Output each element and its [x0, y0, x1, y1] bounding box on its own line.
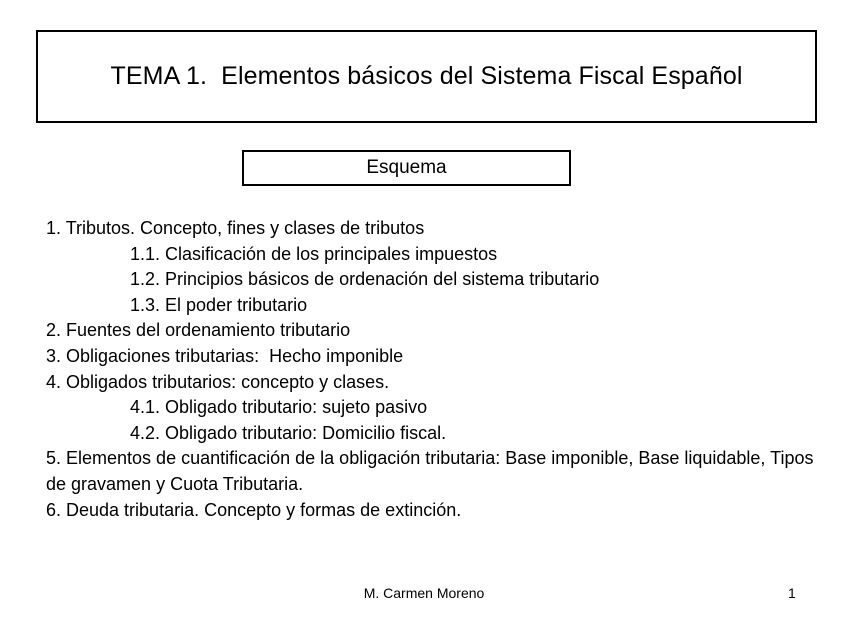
outline-item-4: 4. Obligados tributarios: concepto y clases.	[46, 371, 390, 392]
outline-item-4-2: 4.2. Obligado tributario: Domicilio fiscal.	[130, 422, 447, 443]
outline-item-6: 6. Deuda tributaria. Concepto y formas de extinción.	[46, 499, 462, 520]
outline-item-1-2: 1.2. Principios básicos de ordenación del sistema tributario	[130, 269, 600, 290]
page-number: 1	[788, 585, 796, 601]
outline-item-1-1: 1.1. Clasificación de los principales impuestos	[130, 243, 498, 264]
title-box	[36, 30, 817, 123]
outline-item-1: 1. Tributos. Concepto, fines y clases de tributos	[46, 218, 425, 238]
outline-item-3: 3. Obligaciones tributarias: Hecho imponible	[46, 345, 404, 366]
footer-author: M. Carmen Moreno	[363, 585, 485, 601]
slide-subtitle: Esquema	[366, 157, 447, 178]
outline-item-4-1: 4.1. Obligado tributario: sujeto pasivo	[130, 397, 428, 418]
slide-title: TEMA 1. Elementos básicos del Sistema Fiscal Español	[110, 62, 743, 90]
subtitle-box	[242, 150, 571, 186]
outline-item-1-3: 1.3. El poder tributario	[130, 294, 308, 315]
outline-list	[46, 216, 816, 523]
outline-item-2: 2. Fuentes del ordenamiento tributario	[46, 320, 351, 341]
outline-item-5: 5. Elementos de cuantificación de la obligación tributaria: Base imponible, Base liquidable, Tipos de gravamen y Cuota Tributaria.	[46, 448, 814, 494]
